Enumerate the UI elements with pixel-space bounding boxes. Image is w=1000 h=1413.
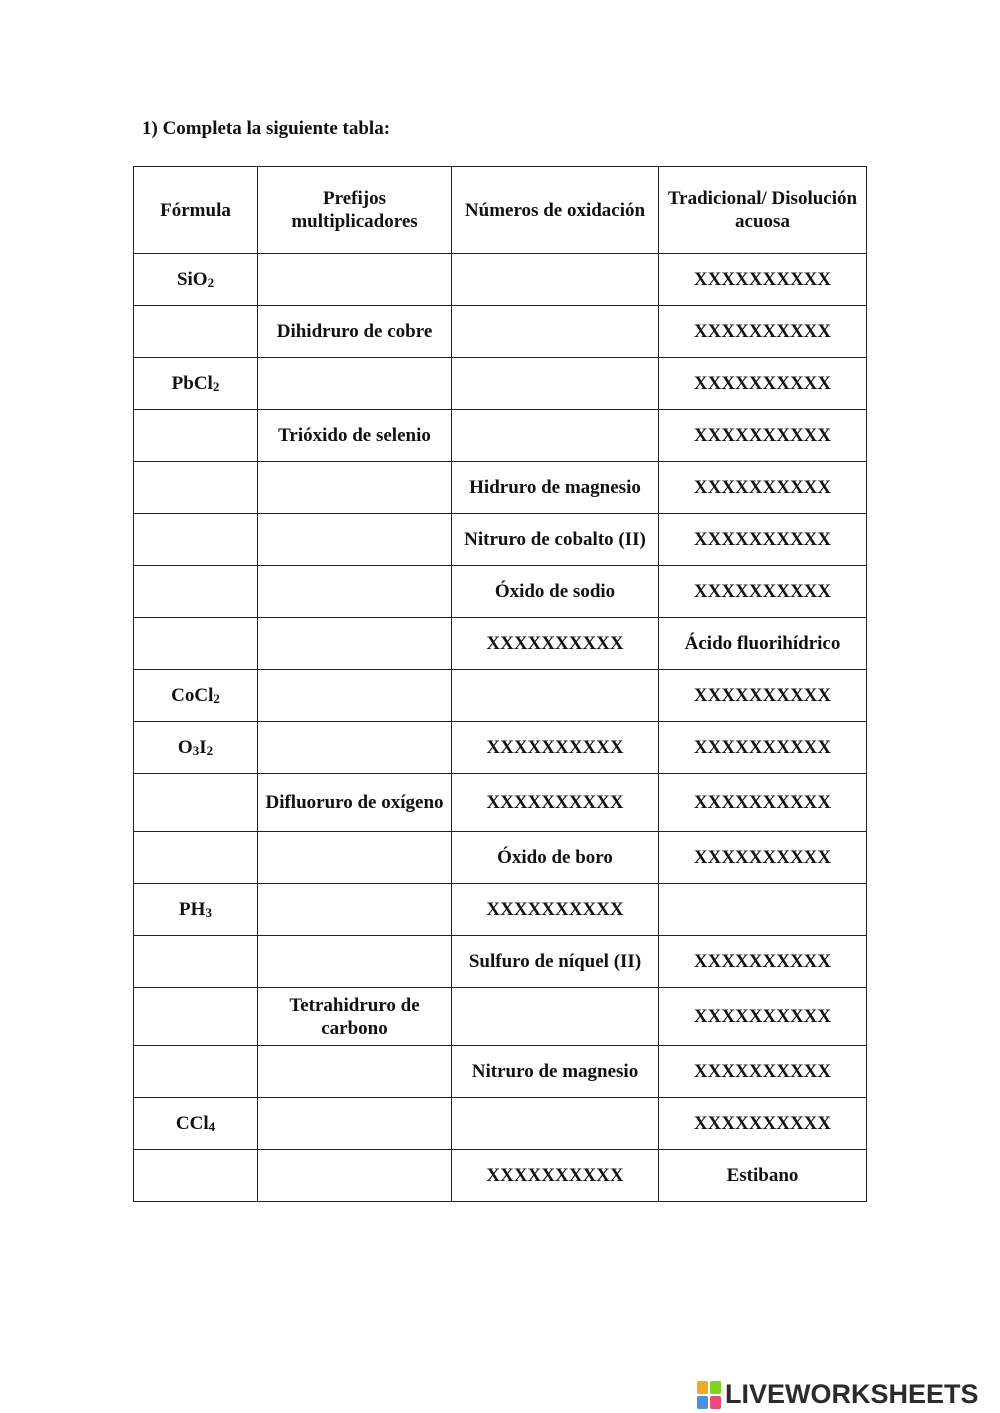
header-formula: Fórmula bbox=[134, 167, 258, 254]
formula-subscript: 3 bbox=[205, 905, 212, 920]
cell-oxidation[interactable] bbox=[452, 1098, 659, 1150]
cell-oxidation: Hidruro de magnesio bbox=[452, 462, 659, 514]
cell-prefixes[interactable] bbox=[258, 670, 452, 722]
cell-prefixes[interactable] bbox=[258, 358, 452, 410]
formula-subscript: 2 bbox=[212, 379, 220, 394]
liveworksheets-logo bbox=[697, 1379, 979, 1410]
cell-formula bbox=[134, 1098, 258, 1150]
table-row bbox=[134, 832, 867, 884]
cell-formula[interactable] bbox=[134, 462, 258, 514]
table-row bbox=[134, 988, 867, 1046]
cell-oxidation[interactable] bbox=[452, 670, 659, 722]
cell-oxidation: XXXXXXXXXX bbox=[452, 1150, 659, 1202]
formula-base: CoCl bbox=[171, 685, 214, 706]
table-row bbox=[134, 358, 867, 410]
cell-prefixes[interactable] bbox=[258, 832, 452, 884]
cell-oxidation: XXXXXXXXXX bbox=[452, 722, 659, 774]
formula-subscript: 2 bbox=[213, 691, 220, 706]
cell-oxidation: Óxido de boro bbox=[452, 832, 659, 884]
formula-subscript: 3 bbox=[192, 743, 200, 758]
table-row bbox=[134, 1098, 867, 1150]
logo-text: LIVEWORKSHEETS bbox=[725, 1379, 979, 1409]
cell-traditional: XXXXXXXXXX bbox=[659, 774, 867, 832]
cell-formula bbox=[134, 722, 258, 774]
cell-prefixes: Tetrahidruro de carbono bbox=[258, 988, 452, 1046]
cell-prefixes[interactable] bbox=[258, 1046, 452, 1098]
cell-formula bbox=[134, 670, 258, 722]
cell-formula[interactable] bbox=[134, 1046, 258, 1098]
cell-formula bbox=[134, 884, 258, 936]
cell-oxidation[interactable] bbox=[452, 988, 659, 1046]
logo-square-3 bbox=[697, 1396, 708, 1409]
formula-base: PH bbox=[179, 899, 206, 920]
table-row bbox=[134, 306, 867, 358]
formula-base: I bbox=[199, 737, 207, 758]
cell-formula[interactable] bbox=[134, 774, 258, 832]
formula-subscript: 4 bbox=[208, 1119, 216, 1134]
cell-traditional: XXXXXXXXXX bbox=[659, 832, 867, 884]
cell-prefixes: Trióxido de selenio bbox=[258, 410, 452, 462]
cell-oxidation[interactable] bbox=[452, 358, 659, 410]
cell-traditional: XXXXXXXXXX bbox=[659, 306, 867, 358]
cell-formula bbox=[134, 358, 258, 410]
cell-oxidation: Nitruro de magnesio bbox=[452, 1046, 659, 1098]
table-row bbox=[134, 936, 867, 988]
cell-prefixes[interactable] bbox=[258, 514, 452, 566]
cell-traditional[interactable] bbox=[659, 884, 867, 936]
header-prefixes: Prefijos multiplicadores bbox=[258, 167, 452, 254]
header-oxidation-numbers: Números de oxidación bbox=[452, 167, 659, 254]
logo-square-4 bbox=[710, 1396, 721, 1409]
cell-formula[interactable] bbox=[134, 832, 258, 884]
cell-prefixes[interactable] bbox=[258, 722, 452, 774]
table-row bbox=[134, 722, 867, 774]
cell-traditional: XXXXXXXXXX bbox=[659, 462, 867, 514]
formula-base: CCl bbox=[175, 1113, 209, 1134]
cell-traditional: Ácido fluorihídrico bbox=[659, 618, 867, 670]
table-row bbox=[134, 462, 867, 514]
cell-traditional: XXXXXXXXXX bbox=[659, 936, 867, 988]
table-row bbox=[134, 774, 867, 832]
cell-formula[interactable] bbox=[134, 306, 258, 358]
cell-formula[interactable] bbox=[134, 410, 258, 462]
cell-formula[interactable] bbox=[134, 618, 258, 670]
formula-base: O bbox=[177, 737, 193, 758]
cell-prefixes[interactable] bbox=[258, 1098, 452, 1150]
table-row bbox=[134, 670, 867, 722]
cell-traditional: XXXXXXXXXX bbox=[659, 988, 867, 1046]
cell-traditional: XXXXXXXXXX bbox=[659, 254, 867, 306]
cell-traditional: Estibano bbox=[659, 1150, 867, 1202]
header-traditional: Tradicional/ Disolución acuosa bbox=[659, 167, 867, 254]
table-row bbox=[134, 514, 867, 566]
table-row bbox=[134, 884, 867, 936]
cell-oxidation: Sulfuro de níquel (II) bbox=[452, 936, 659, 988]
cell-traditional: XXXXXXXXXX bbox=[659, 722, 867, 774]
table-row bbox=[134, 1150, 867, 1202]
table-row bbox=[134, 1046, 867, 1098]
cell-traditional: XXXXXXXXXX bbox=[659, 1098, 867, 1150]
cell-prefixes[interactable] bbox=[258, 1150, 452, 1202]
cell-formula[interactable] bbox=[134, 566, 258, 618]
cell-oxidation: XXXXXXXXXX bbox=[452, 774, 659, 832]
cell-formula[interactable] bbox=[134, 988, 258, 1046]
table-body bbox=[134, 254, 867, 1202]
cell-prefixes[interactable] bbox=[258, 618, 452, 670]
cell-traditional: XXXXXXXXXX bbox=[659, 410, 867, 462]
cell-prefixes[interactable] bbox=[258, 566, 452, 618]
cell-formula bbox=[134, 254, 258, 306]
cell-traditional: XXXXXXXXXX bbox=[659, 670, 867, 722]
table-row bbox=[134, 566, 867, 618]
cell-oxidation[interactable] bbox=[452, 410, 659, 462]
logo-mark-icon bbox=[697, 1381, 721, 1409]
worksheet-title: 1) Completa la siguiente tabla: bbox=[142, 118, 391, 139]
cell-traditional: XXXXXXXXXX bbox=[659, 566, 867, 618]
formula-subscript: 2 bbox=[207, 275, 215, 290]
cell-formula[interactable] bbox=[134, 1150, 258, 1202]
formula-base: SiO bbox=[176, 269, 208, 290]
cell-prefixes[interactable] bbox=[258, 254, 452, 306]
cell-oxidation: Nitruro de cobalto (II) bbox=[452, 514, 659, 566]
cell-prefixes: Dihidruro de cobre bbox=[258, 306, 452, 358]
table-row bbox=[134, 254, 867, 306]
cell-oxidation[interactable] bbox=[452, 306, 659, 358]
cell-prefixes: Difluoruro de oxígeno bbox=[258, 774, 452, 832]
cell-prefixes[interactable] bbox=[258, 936, 452, 988]
formula-base: PbCl bbox=[171, 373, 213, 394]
table-header-row bbox=[134, 167, 867, 254]
cell-oxidation: XXXXXXXXXX bbox=[452, 884, 659, 936]
cell-oxidation[interactable] bbox=[452, 254, 659, 306]
table-row bbox=[134, 618, 867, 670]
cell-oxidation: XXXXXXXXXX bbox=[452, 618, 659, 670]
logo-square-1 bbox=[697, 1381, 708, 1394]
compounds-table bbox=[133, 166, 867, 1202]
cell-prefixes[interactable] bbox=[258, 462, 452, 514]
cell-traditional: XXXXXXXXXX bbox=[659, 1046, 867, 1098]
formula-subscript: 2 bbox=[206, 743, 214, 758]
cell-traditional: XXXXXXXXXX bbox=[659, 514, 867, 566]
cell-formula[interactable] bbox=[134, 514, 258, 566]
table-row bbox=[134, 410, 867, 462]
logo-square-2 bbox=[710, 1381, 721, 1394]
cell-traditional: XXXXXXXXXX bbox=[659, 358, 867, 410]
cell-formula[interactable] bbox=[134, 936, 258, 988]
cell-prefixes[interactable] bbox=[258, 884, 452, 936]
cell-oxidation: Óxido de sodio bbox=[452, 566, 659, 618]
